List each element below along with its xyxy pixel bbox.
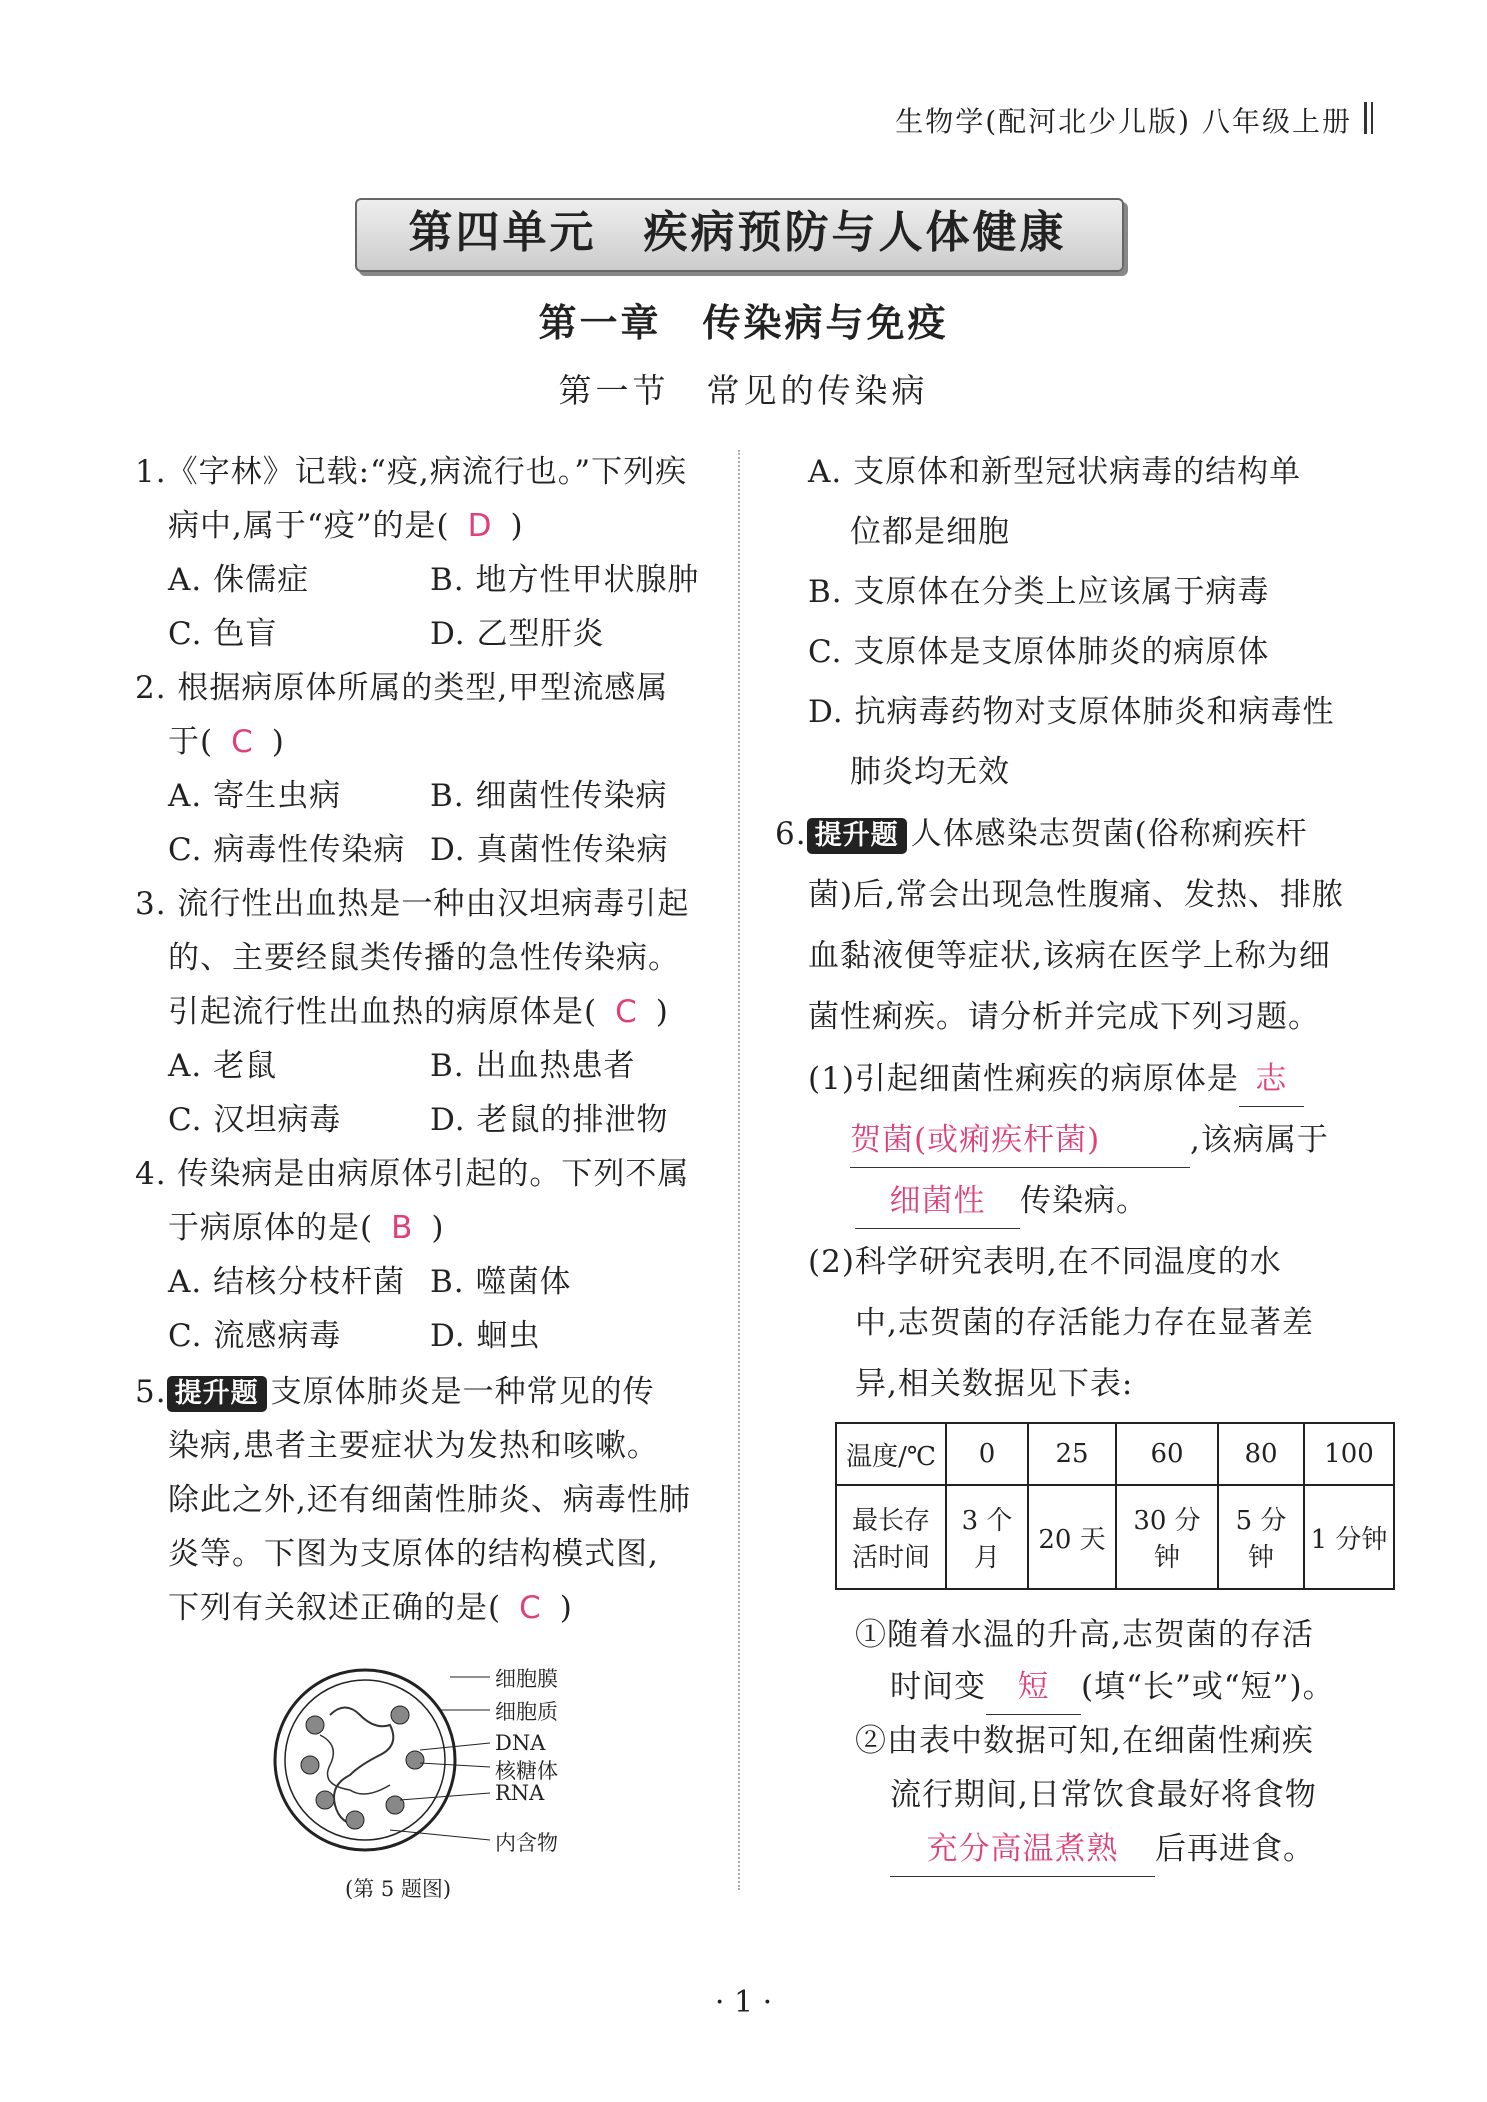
q6-part1-line-3: 细菌性 传染病。: [855, 1174, 1148, 1229]
q6-part2-line-2: 中,志贺菌的存活能力存在显著差: [855, 1305, 1314, 1341]
option: A. 寄生虫病: [168, 778, 342, 814]
answer-1: D: [467, 508, 493, 544]
label-rna: RNA: [495, 1781, 545, 1805]
option: B. 出血热患者: [430, 1048, 636, 1084]
table-cell: 5 分钟: [1218, 1485, 1304, 1589]
option: B. 噬菌体: [430, 1264, 572, 1300]
header-bar-2: [1371, 102, 1373, 134]
q5-option-a-1: A. 支原体和新型冠状病毒的结构单: [808, 454, 1302, 490]
answer-2: C: [231, 724, 254, 760]
section-title: 第一节 常见的传染病: [558, 371, 929, 410]
option: A. 侏儒症: [168, 562, 310, 598]
question-3-line-2: 的、主要经鼠类传播的急性传染病。: [168, 940, 680, 976]
question-5-line-3: 除此之外,还有细菌性肺炎、病毒性肺: [168, 1482, 691, 1518]
q6-part1-line-1: (1)引起细菌性痢疾的病原体是 志: [808, 1052, 1304, 1107]
mycoplasma-figure: [270, 1655, 600, 1905]
label-inclusion: 内含物: [495, 1831, 558, 1855]
table-cell: 30 分钟: [1116, 1485, 1218, 1589]
q6-part2-line-1: (2)科学研究表明,在不同温度的水: [808, 1244, 1282, 1280]
table-cell: 80: [1218, 1423, 1304, 1485]
question-4-line-1: 4. 传染病是由病原体引起的。下列不属: [135, 1156, 690, 1192]
question-3-line-3: 引起流行性出血热的病原体是( C ): [168, 994, 669, 1030]
q6-sub1-line-2: 时间变 短 (填“长”或“短”)。: [890, 1660, 1335, 1715]
question-5-line-4: 炎等。下图为支原体的结构模式图,: [168, 1536, 659, 1572]
table-cell: 1 分钟: [1304, 1485, 1394, 1589]
q6-part1-line-2: 贺菌(或痢疾杆菌) ,该病属于: [850, 1113, 1329, 1168]
answer-5: C: [519, 1590, 542, 1626]
question-4-line-2: 于病原体的是( B ): [168, 1210, 445, 1246]
page-number: · 1 ·: [714, 1985, 773, 2020]
answer-6-2b: 充分高温煮熟: [890, 1822, 1155, 1877]
table-header-time: 最长存 活时间: [836, 1485, 946, 1589]
question-6-line-2: 菌)后,常会出现急性腹痛、发热、排脓: [808, 877, 1344, 913]
table-header-temp: 温度/℃: [836, 1423, 946, 1485]
label-dna: DNA: [495, 1731, 546, 1755]
option: C. 病毒性传染病: [168, 832, 406, 868]
q6-sub2-line-2: 流行期间,日常饮食最好将食物: [890, 1777, 1317, 1813]
q6-sub1-line-1: ①随着水温的升高,志贺菌的存活: [855, 1617, 1314, 1653]
column-divider: [738, 450, 740, 1890]
question-1-line-2: 病中,属于“疫”的是( D ): [168, 508, 524, 544]
answer-3: C: [615, 994, 638, 1030]
question-5-line-5: 下列有关叙述正确的是( C ): [168, 1590, 573, 1626]
q5-option-d-2: 肺炎均无效: [850, 754, 1010, 790]
book-header: 生物学(配河北少儿版) 八年级上册: [895, 105, 1352, 138]
answer-6-1c: 细菌性: [855, 1174, 1020, 1229]
question-1-line-1: 1.《字林》记载:“疫,病流行也。”下列疾: [135, 454, 688, 490]
option: D. 乙型肝炎: [430, 616, 605, 652]
advanced-tag: 提升题: [167, 1376, 267, 1412]
question-5-line-2: 染病,患者主要症状为发热和咳嗽。: [168, 1428, 659, 1464]
q5-option-b: B. 支原体在分类上应该属于病毒: [808, 574, 1270, 610]
option: A. 结核分枝杆菌: [168, 1264, 406, 1300]
question-2-line-1: 2. 根据病原体所属的类型,甲型流感属: [135, 670, 669, 706]
option: A. 老鼠: [168, 1048, 278, 1084]
option: C. 色盲: [168, 616, 278, 652]
answer-4: B: [391, 1210, 414, 1246]
option: C. 流感病毒: [168, 1318, 342, 1354]
unit-title: 第四单元 疾病预防与人体健康: [408, 207, 1067, 258]
label-cell-membrane: 细胞膜: [495, 1667, 558, 1691]
table-cell: 100: [1304, 1423, 1394, 1485]
advanced-tag: 提升题: [807, 818, 907, 854]
question-5-line-1: 5. 提升题 支原体肺炎是一种常见的传: [135, 1374, 655, 1410]
question-3-line-1: 3. 流行性出血热是一种由汉坦病毒引起: [135, 886, 690, 922]
survival-table: [835, 1422, 1395, 1590]
option: B. 地方性甲状腺肿: [430, 562, 700, 598]
chapter-title: 第一章 传染病与免疫: [538, 300, 949, 345]
question-2-line-2: 于( C ): [168, 724, 285, 760]
q5-option-a-2: 位都是细胞: [850, 514, 1010, 550]
q6-sub2-line-3: 充分高温煮熟 后再进食。: [890, 1822, 1315, 1877]
question-6-line-4: 菌性痢疾。请分析并完成下列习题。: [808, 999, 1320, 1035]
answer-6-2a: 短: [986, 1660, 1081, 1715]
q5-option-c: C. 支原体是支原体肺炎的病原体: [808, 634, 1270, 670]
table-cell: 0: [946, 1423, 1028, 1485]
table-cell: 60: [1116, 1423, 1218, 1485]
option: B. 细菌性传染病: [430, 778, 668, 814]
q5-option-d-1: D. 抗病毒药物对支原体肺炎和病毒性: [808, 694, 1335, 730]
q6-sub2-line-1: ②由表中数据可知,在细菌性痢疾: [855, 1723, 1314, 1759]
table-cell: 20 天: [1028, 1485, 1116, 1589]
table-cell: 3 个月: [946, 1485, 1028, 1589]
table-cell: 25: [1028, 1423, 1116, 1485]
question-6-line-3: 血黏液便等症状,该病在医学上称为细: [808, 938, 1331, 974]
answer-6-1b: 贺菌(或痢疾杆菌): [850, 1113, 1190, 1168]
label-ribosome: 核糖体: [495, 1759, 558, 1783]
option: D. 蛔虫: [430, 1318, 541, 1354]
header-bar: [1364, 102, 1367, 134]
figure-caption: (第 5 题图): [345, 1877, 452, 1901]
option: D. 老鼠的排泄物: [430, 1102, 669, 1138]
option: C. 汉坦病毒: [168, 1102, 342, 1138]
question-6-line-1: 6. 提升题 人体感染志贺菌(俗称痢疾杆: [775, 816, 1308, 852]
label-cytoplasm: 细胞质: [495, 1700, 558, 1724]
q6-part2-line-3: 异,相关数据见下表:: [855, 1366, 1134, 1402]
answer-6-1a: 志: [1239, 1052, 1304, 1107]
option: D. 真菌性传染病: [430, 832, 669, 868]
